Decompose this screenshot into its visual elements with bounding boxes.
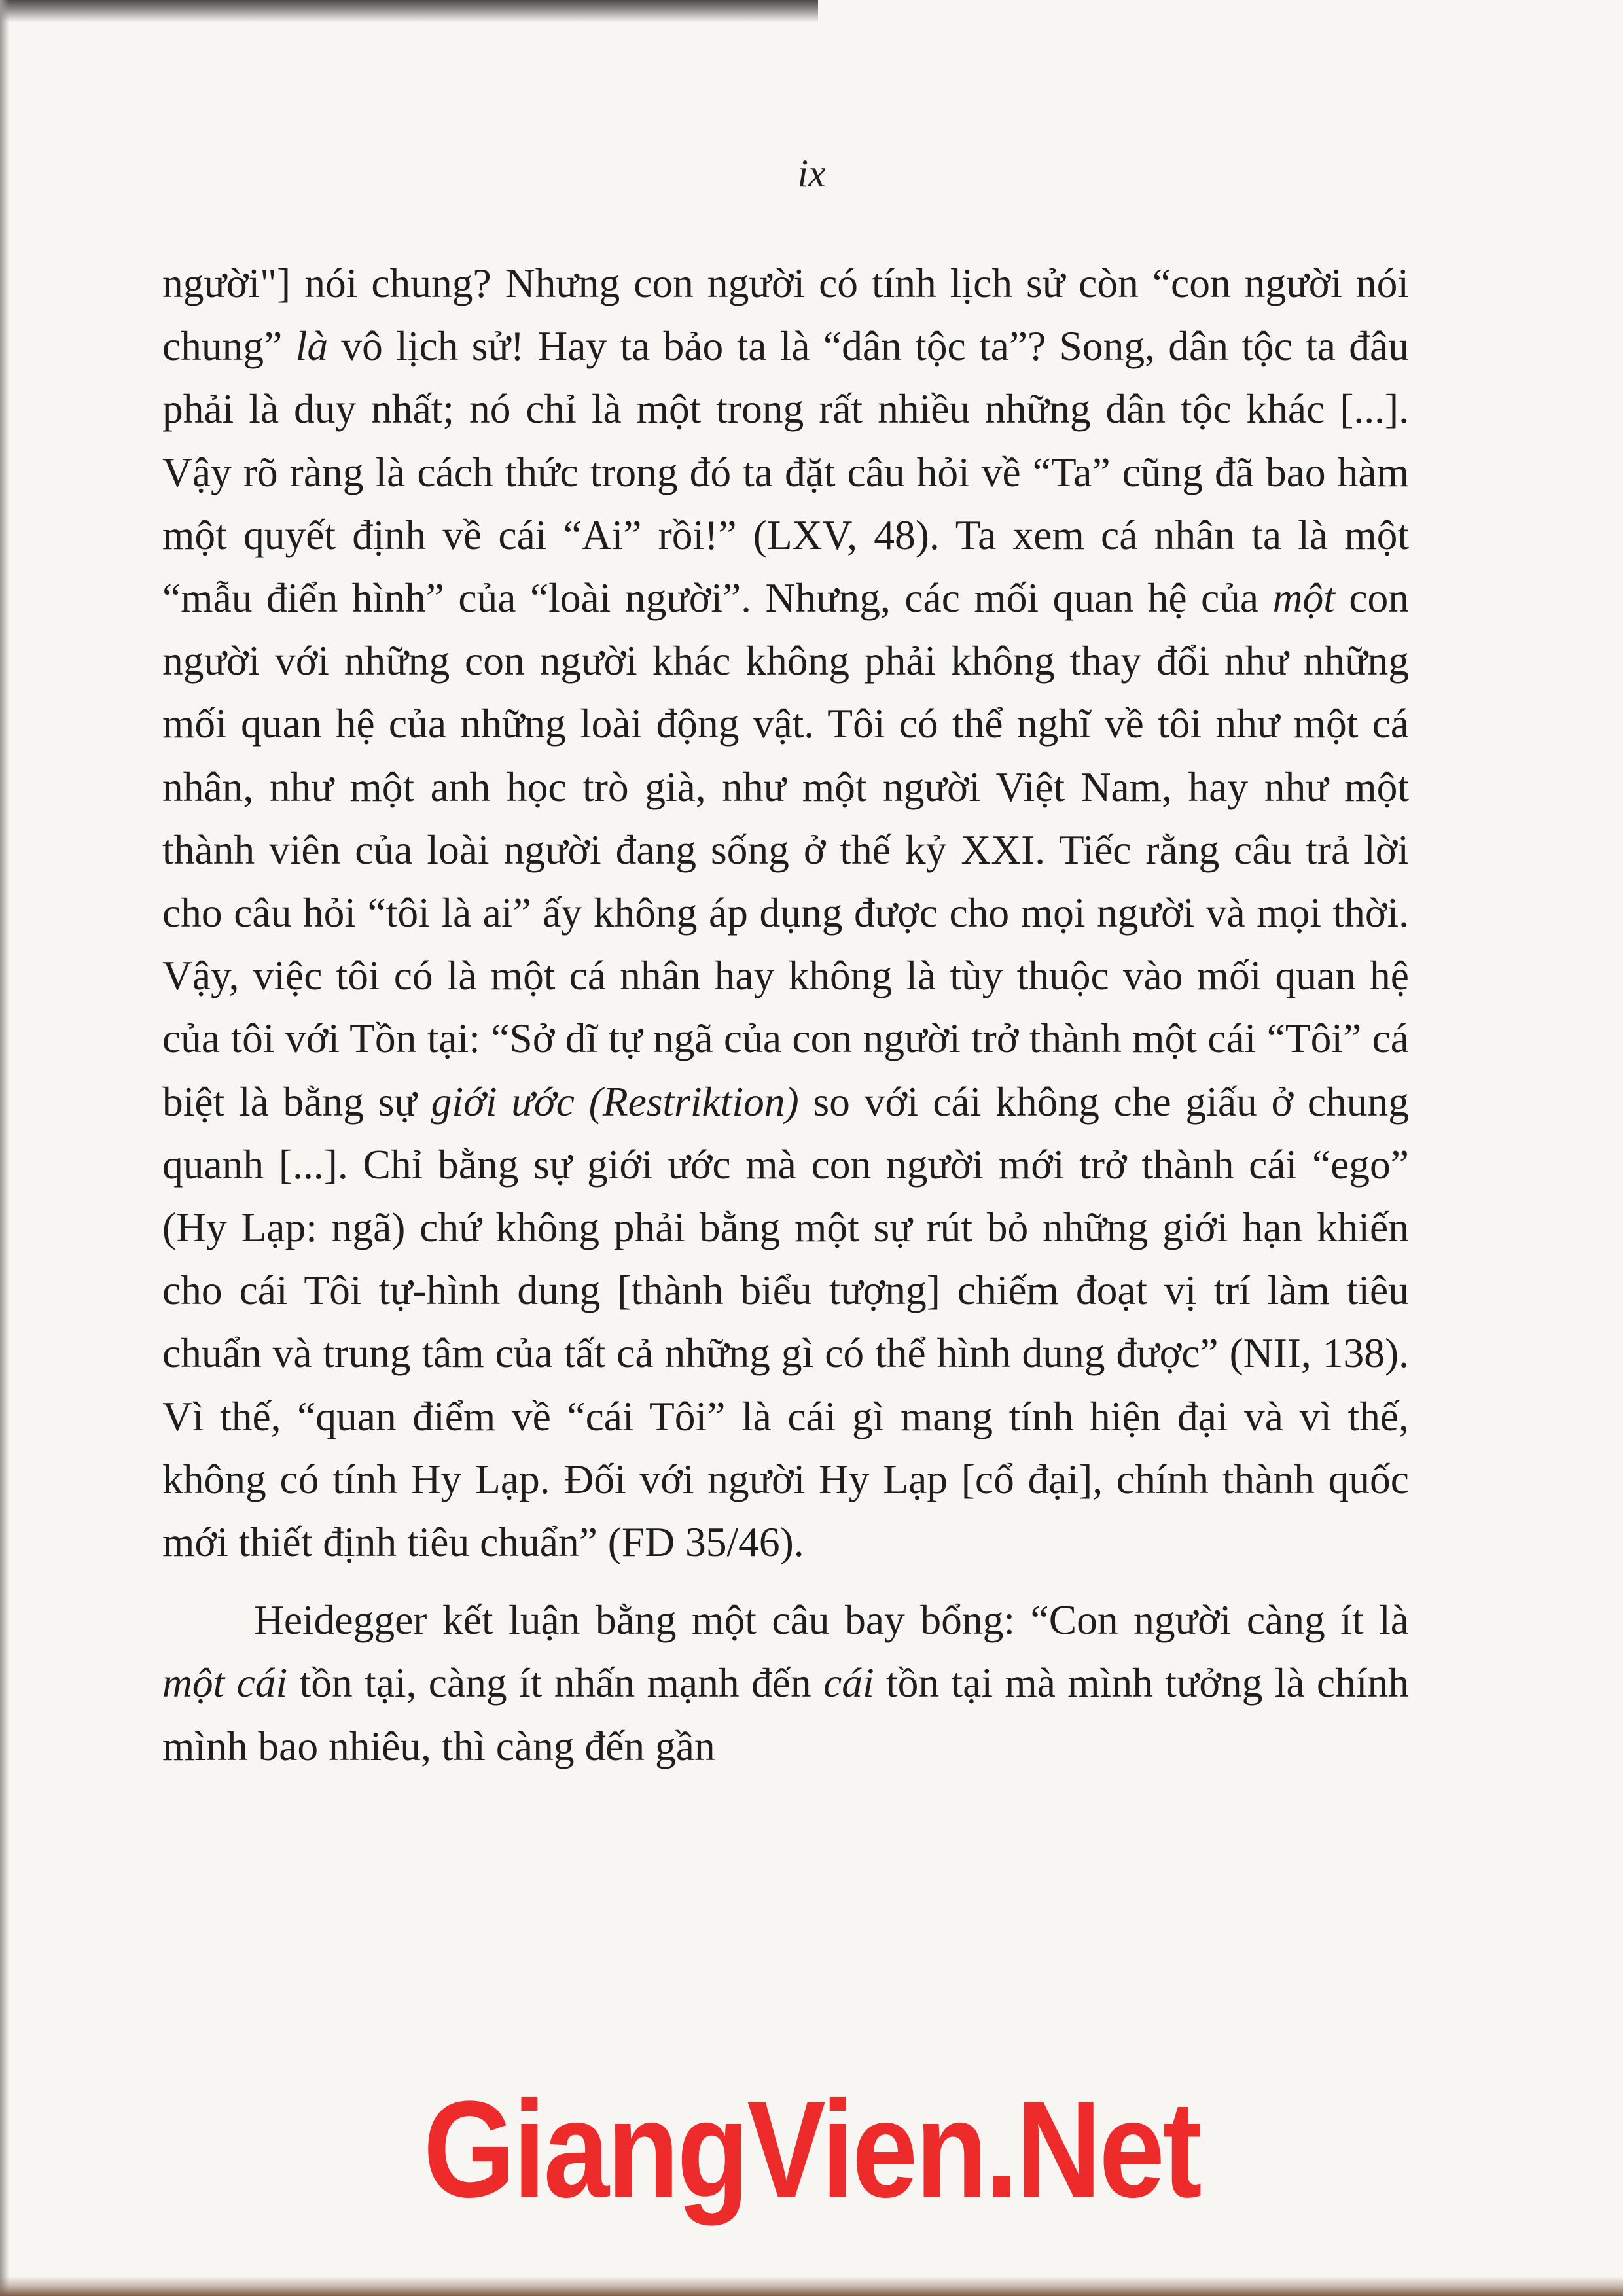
watermark-logo: GiangVien.Net — [423, 2072, 1200, 2226]
body-text — [162, 252, 1409, 1778]
italic-segment: giới ước (Restriktion) — [431, 1078, 799, 1125]
text-segment: so với cái không che giấu ở chung quanh [...]. Chỉ bằng sự giới ước mà con người mới trở thành cái “ego” (Hy Lạp: ngã) chứ không phải bằng một sự rút bỏ những giới hạn khiến cho cái Tôi tự-hình dung [thành biểu tượng] chiếm đoạt vị trí làm tiêu chuẩn và trung tâm của tất cả những gì có thể hình dung được” (NII, 138). Vì thế, “quan điểm về “cái Tôi” là cái gì mang tính hiện đại và vì thế, không có tính Hy Lạp. Đối với người Hy Lạp [cổ đại], chính thành quốc mới thiết định tiêu chuẩn” (FD 35/46). — [162, 1078, 1410, 1566]
italic-segment: cái — [823, 1659, 874, 1706]
paragraph-1 — [162, 252, 1409, 1574]
text-segment: Heidegger kết luận bằng một câu bay bổng: “Con người càng ít là — [254, 1597, 1409, 1644]
scan-edge-left — [0, 0, 9, 2296]
paragraph-2 — [162, 1589, 1409, 1778]
text-segment: tồn tại mà mình tưởng là chính mình bao nhiêu, thì càng đến gần — [162, 1659, 1409, 1769]
page-number: ix — [797, 152, 826, 195]
text-segment: con người với những con người khác không phải không thay đổi như những mối quan hệ của những loài động vật. Tôi có thể nghĩ về tôi như một cá nhân, như một anh học trò già, như một người Việt Nam, hay như một thành viên của loài người đang sống ở thế kỷ XXI. Tiếc rằng câu trả lời cho câu hỏi “tôi là ai” ấy không áp dụng được cho mọi người và mọi thời. Vậy, việc tôi có là một cá nhân hay không là tùy thuộc vào mối quan hệ của tôi với Tồn tại: “Sở dĩ tự ngã của con người trở thành một cái “Tôi” cá biệt là bằng sự — [162, 574, 1410, 1125]
text-segment: vô lịch sử! Hay ta bảo ta là “dân tộc ta”? Song, dân tộc ta đâu phải là duy nhất; nó chỉ là một trong rất nhiều những dân tộc khác [...]. Vậy rõ ràng là cách thức trong đó ta đặt câu hỏi về “Ta” cũng đã bao hàm một quyết định về cái “Ai” rồi!” (LXV, 48). Ta xem cá nhân ta là một “mẫu điển hình” của “loài người”. Nhưng, các mối quan hệ của — [162, 323, 1409, 622]
italic-segment: một cái — [162, 1659, 288, 1706]
italic-segment: là — [295, 323, 329, 370]
text-segment: người"] nói chung? Nhưng con người có tính lịch sử còn “con người nói chung” — [162, 260, 1409, 370]
scan-edge-bottom — [0, 2276, 1623, 2296]
italic-segment: một — [1272, 574, 1335, 622]
text-segment: tồn tại, càng ít nhấn mạnh đến — [287, 1659, 824, 1706]
scan-edge-top — [0, 0, 818, 22]
